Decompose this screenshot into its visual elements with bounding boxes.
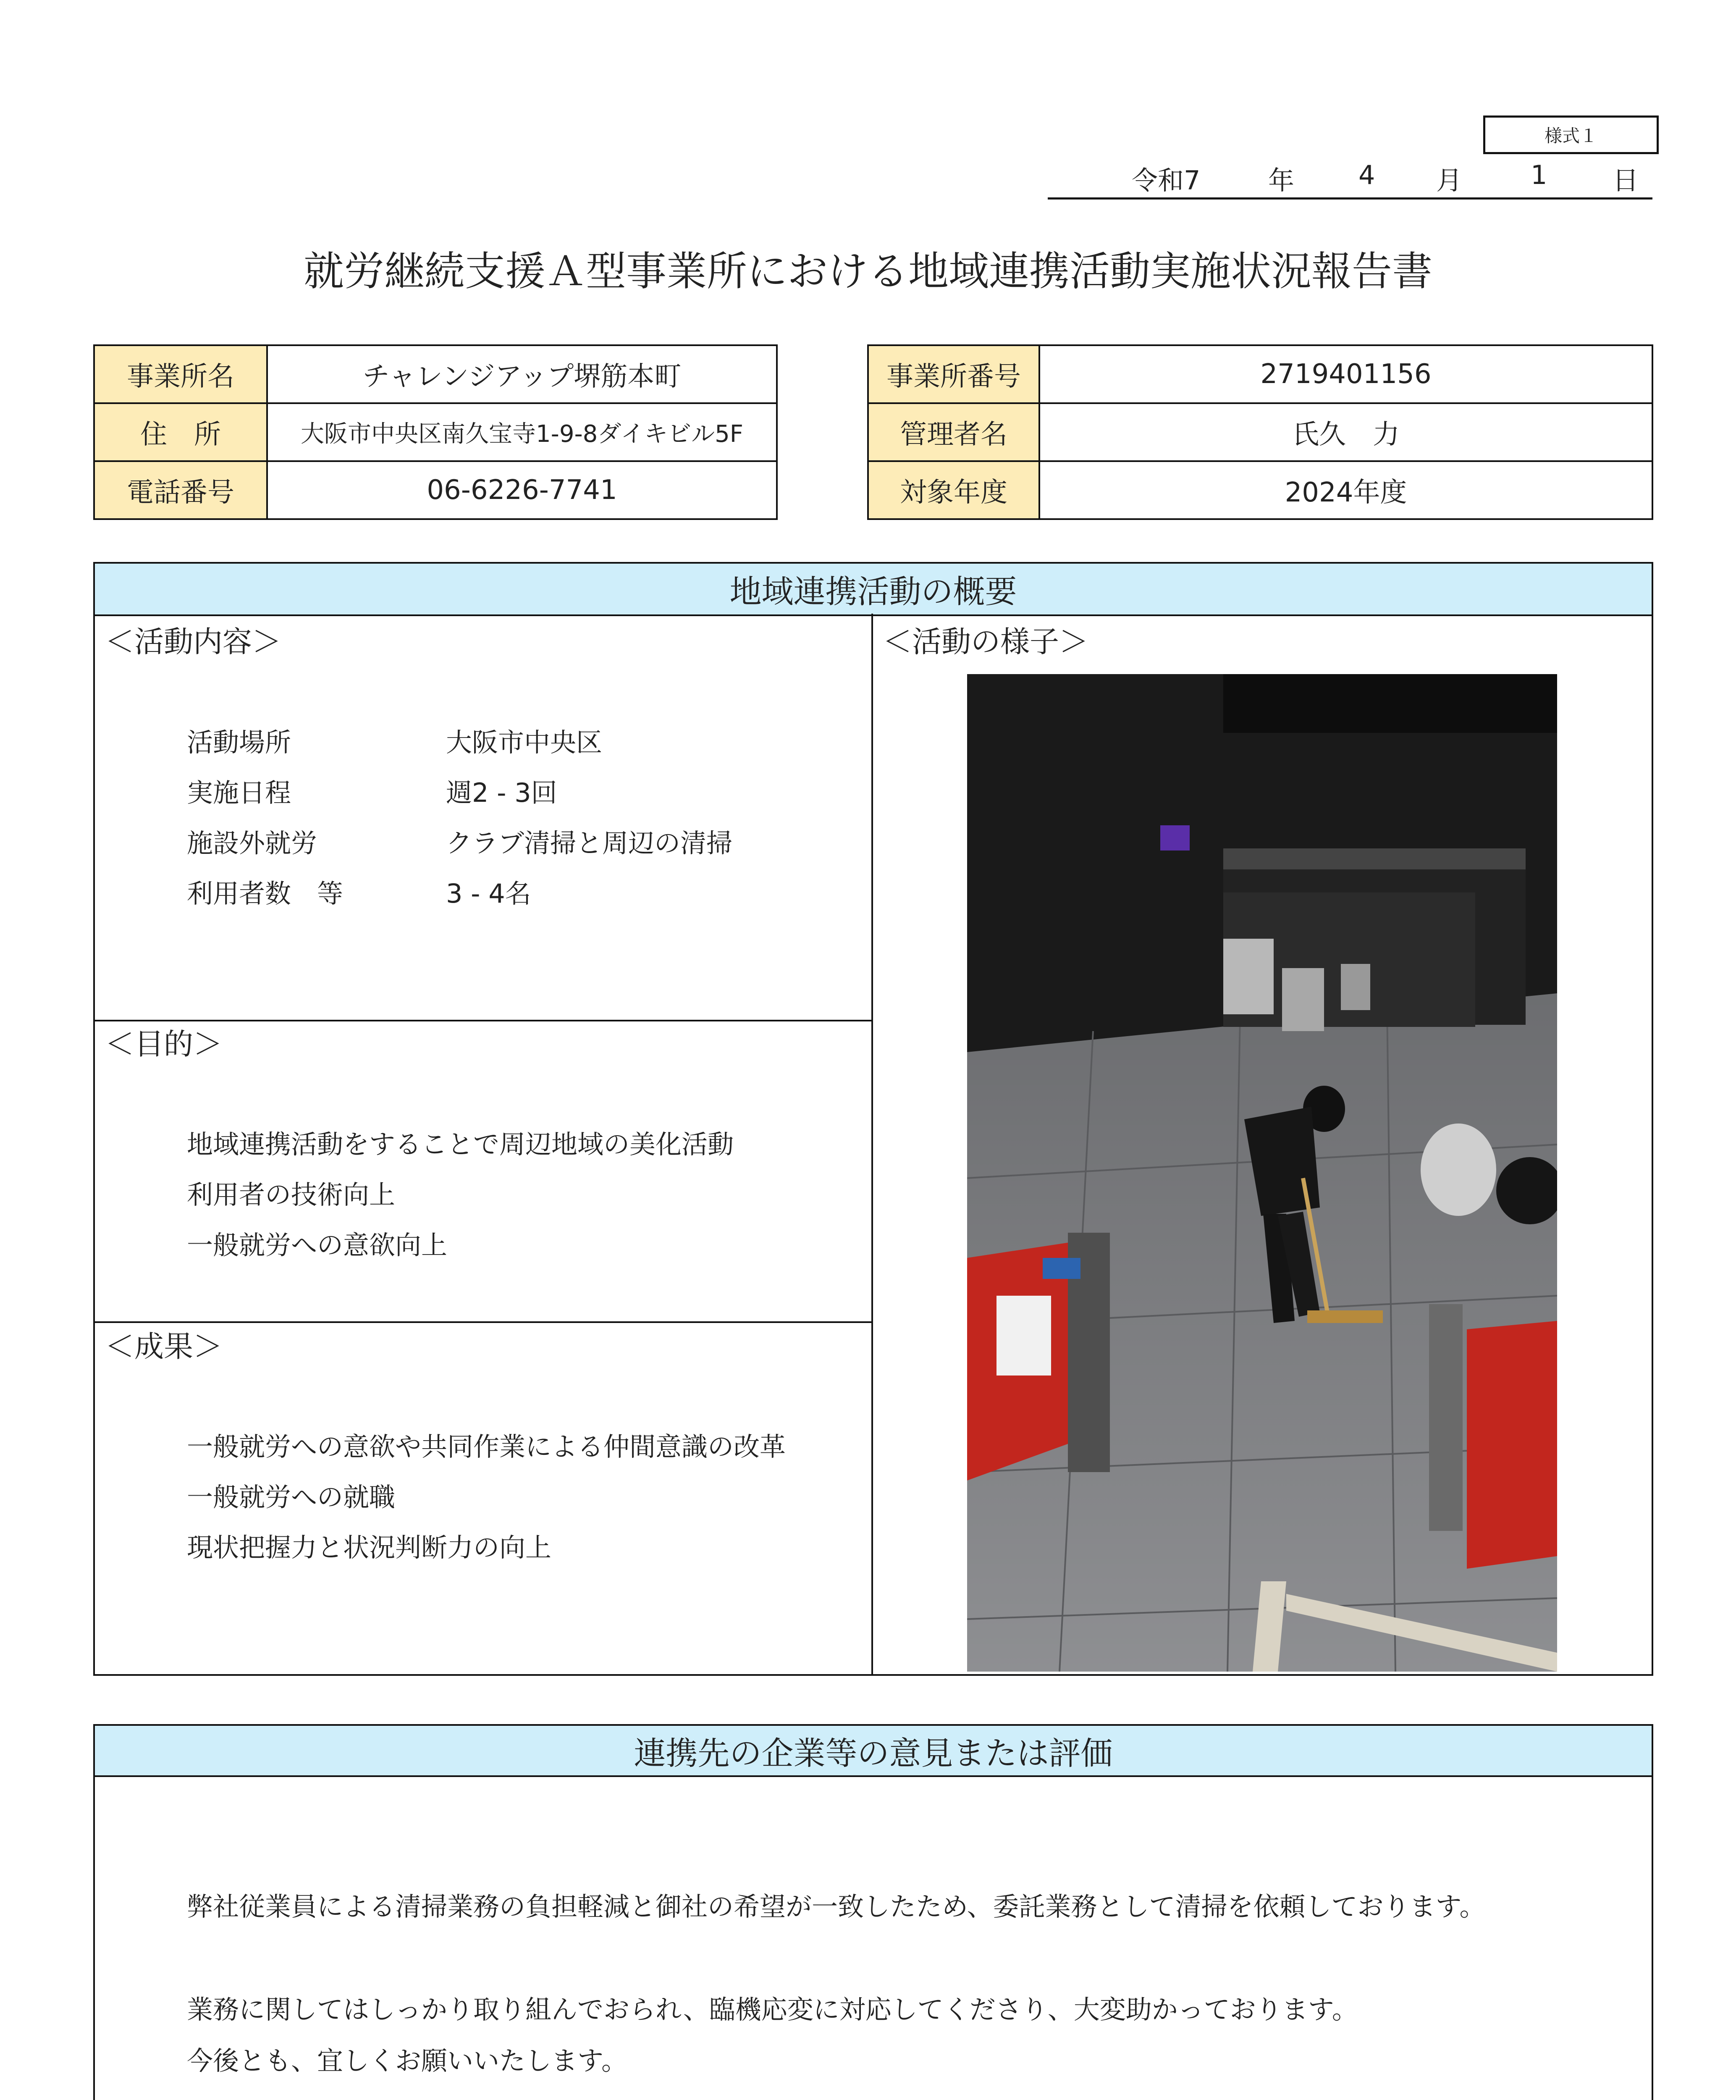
activity-photo	[967, 674, 1557, 1672]
report-date	[1048, 155, 1652, 200]
activity-place-label: 活動場所	[187, 727, 291, 758]
activity-place-value: 大阪市中央区	[446, 727, 603, 758]
purpose-line: 地域連携活動をすることで周辺地域の美化活動	[187, 1129, 734, 1160]
facility-name-value: チャレンジアップ堺筋本町	[267, 345, 777, 403]
table-row	[94, 345, 777, 403]
table-row	[94, 461, 777, 519]
date-day-unit: 日	[1613, 165, 1639, 196]
purpose-line: 利用者の技術向上	[187, 1179, 396, 1210]
results-line: 現状把握力と状況判断力の向上	[187, 1532, 552, 1563]
document-title: 就労継続支援Ａ型事業所における地域連携活動実施状況報告書	[304, 248, 1432, 295]
user-count-value: 3 - 4名	[446, 878, 531, 909]
results-line: 一般就労への意欲や共同作業による仲間意識の改革	[187, 1431, 786, 1462]
overview-divider	[871, 614, 873, 1675]
purpose-heading: ＜目的＞	[105, 1027, 223, 1061]
date-year-unit: 年	[1268, 165, 1295, 196]
purpose-line: 一般就労への意欲向上	[187, 1230, 448, 1260]
table-row	[868, 345, 1652, 403]
activity-heading: ＜活動内容＞	[105, 625, 281, 659]
overview-title: 地域連携活動の概要	[95, 564, 1652, 616]
facility-name-label: 事業所名	[94, 345, 267, 403]
date-era: 令和7	[1132, 165, 1201, 196]
results-line: 一般就労への就職	[187, 1482, 396, 1512]
evaluation-line: 今後とも、宜しくお願いいたします。	[187, 2045, 628, 2076]
address-value: 大阪市中央区南久宝寺1-9-8ダイキビル5F	[267, 403, 777, 461]
photo-heading: ＜活動の様子＞	[883, 625, 1088, 659]
evaluation-line: 業務に関してはしっかり取り組んでおられ、臨機応変に対応してくださり、大変助かっております。	[187, 1994, 1358, 2025]
evaluation-title: 連携先の企業等の意見または評価	[95, 1726, 1652, 1777]
table-row	[868, 461, 1652, 519]
offsite-work-label: 施設外就労	[187, 828, 317, 858]
date-month-unit: 月	[1436, 165, 1463, 196]
table-row	[94, 403, 777, 461]
manager-value: 氏久 力	[1039, 403, 1652, 461]
facility-info-table	[93, 344, 778, 520]
manager-label: 管理者名	[868, 403, 1039, 461]
date-month: 4	[1358, 160, 1375, 190]
schedule-label: 実施日程	[187, 777, 291, 808]
address-label: 住 所	[94, 403, 267, 461]
facility-number-label: 事業所番号	[868, 345, 1039, 403]
date-day: 1	[1531, 160, 1547, 190]
facility-admin-table	[867, 344, 1653, 520]
evaluation-line: 弊社従業員による清掃業務の負担軽減と御社の希望が一致したため、委託業務として清掃を依頼しております。	[187, 1891, 1486, 1922]
fiscal-year-label: 対象年度	[868, 461, 1039, 519]
phone-label: 電話番号	[94, 461, 267, 519]
user-count-label: 利用者数 等	[187, 878, 344, 909]
results-heading: ＜成果＞	[105, 1329, 223, 1364]
schedule-value: 週2 - 3回	[446, 777, 557, 808]
phone-value: 06-6226-7741	[267, 461, 777, 519]
facility-number-value: 2719401156	[1039, 345, 1652, 403]
table-row	[868, 403, 1652, 461]
form-id-box: 様式１	[1483, 116, 1659, 154]
fiscal-year-value: 2024年度	[1039, 461, 1652, 519]
offsite-work-value: クラブ清掃と周辺の清掃	[446, 828, 733, 858]
